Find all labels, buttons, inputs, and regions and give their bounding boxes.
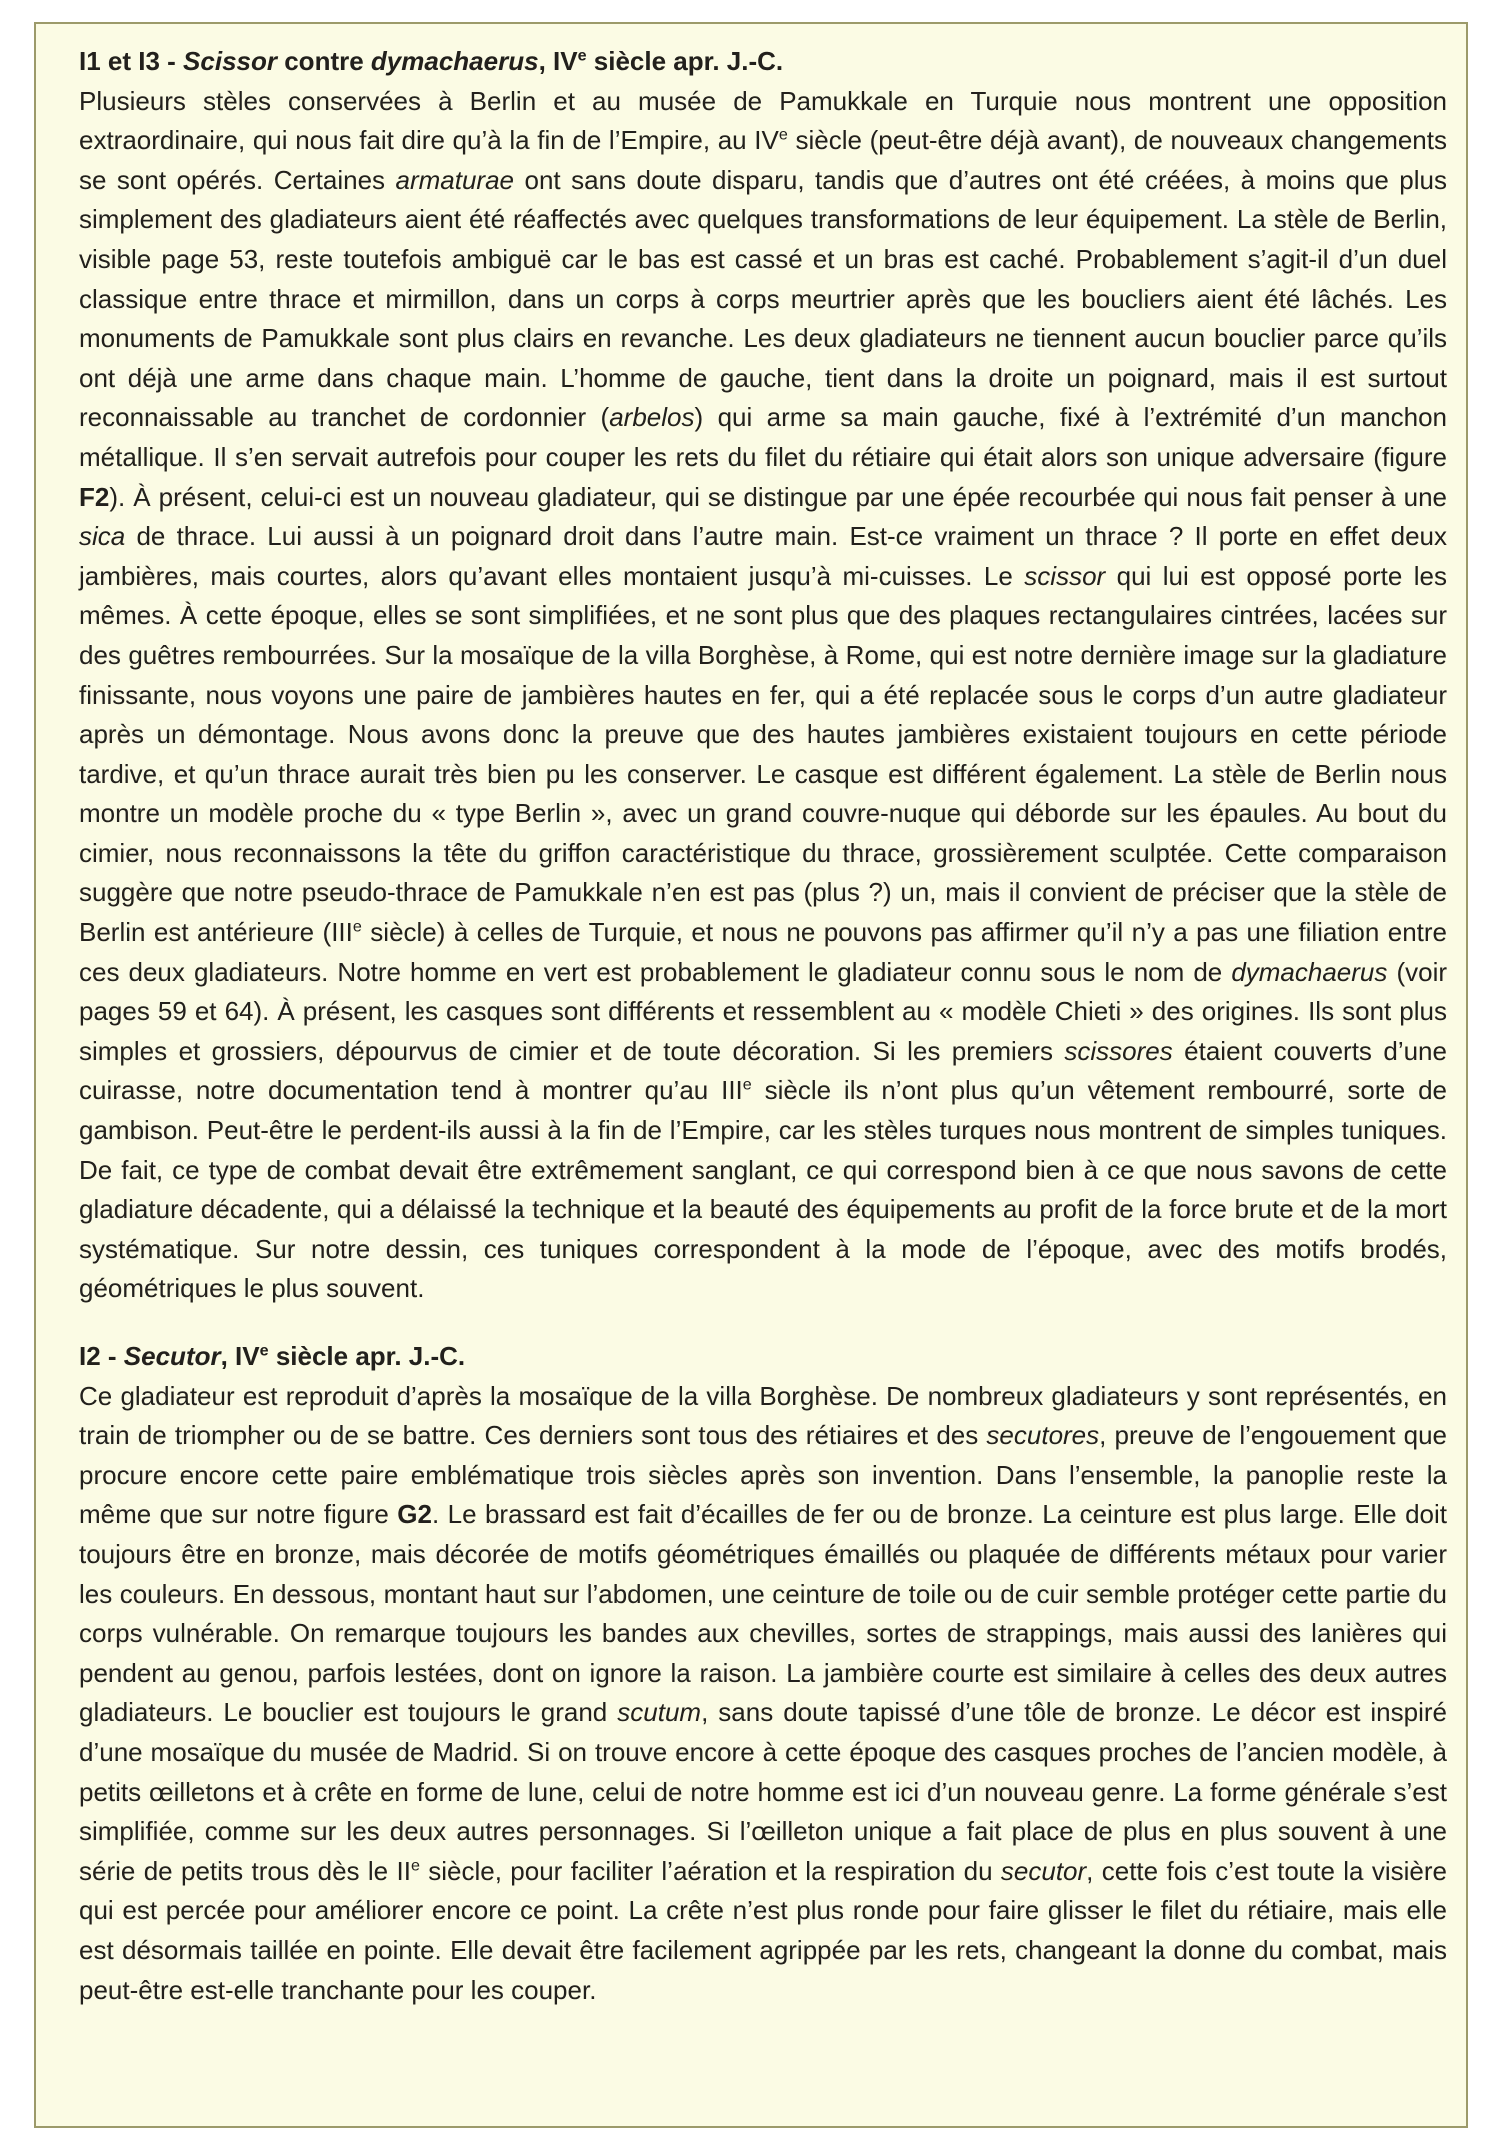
text-run: Plusieurs stèles conservées à Berlin et au musée de Pamukkale en Turquie nous montrent une opposition extraordinaire, qui nous fait dire qu’à la fin de l’Empire, au IV bbox=[79, 85, 1447, 156]
text-run: siècle (peut-être déjà avant), de nouveaux changements se sont opérés. Certaines bbox=[79, 125, 1447, 195]
italic-term: secutores bbox=[986, 1420, 1100, 1451]
text-run: siècle, pour faciliter l’aération et la respiration du bbox=[419, 1855, 1001, 1886]
superscript: e bbox=[352, 917, 362, 936]
section-paragraph bbox=[79, 1377, 1447, 2011]
heading-century: , IV bbox=[220, 1341, 260, 1371]
section-heading bbox=[79, 1337, 1447, 1377]
text-run: , cette fois c’est toute la visière qui est percée pour améliorer encore ce point. La crête n’est plus ronde pour faire glisser le filet du rétiaire, mais elle est désormais taillée en pointe. Elle devait être facilement agrippée par les rets, changeant la donne du combat, mais peut-être est-elle tranchante pour les couper. bbox=[79, 1855, 1447, 2005]
heading-title: Secutor bbox=[123, 1341, 221, 1371]
figure-ref: F2 bbox=[79, 481, 110, 512]
text-run: . Le brassard est fait d’écailles de fer ou de bronze. La ceinture est plus large. Elle doit toujours être en bronze, mais décorée de motifs géométriques émaillés ou plaquée de différents métaux pour varier les couleurs. En dessous, montant haut sur l’abdomen, une ceinture de toile ou de cuir semble protéger cette partie du corps vulnérable. On remarque toujours les bandes aux chevilles, sortes de strappings, mais aussi des lanières qui pendent au genou, parfois lestées, dont on ignore la raison. La jambière courte est similaire à celles des deux autres gladiateurs. Le bouclier est toujours le grand bbox=[79, 1499, 1447, 1728]
section-paragraph bbox=[79, 82, 1447, 1309]
section-scissor bbox=[79, 42, 1447, 1309]
heading-title: Scissor bbox=[183, 46, 277, 76]
heading-opponent: dymachaerus bbox=[370, 46, 539, 76]
section-secutor bbox=[79, 1337, 1447, 2010]
text-run: ont sans doute disparu, tandis que d’autres ont été créées, à moins que plus simplement des gladiateurs aient été réaffectés avec quelques transformations de leur équipement. La stèle de Berlin, visible page 53, reste toutefois ambiguë car le bas est cassé et un bras est caché. Probablement s’agit-il d’un duel classique entre thrace et mirmillon, dans un corps à corps meurtrier après que les boucliers aient été lâchés. Les monuments de Pamukkale sont plus clairs en revanche. Les deux gladiateurs ne tiennent aucun bouclier parce qu’ils ont déjà une arme dans chaque main. L’homme de gauche, tient dans la droite un poignard, mais il est surtout reconnaissable au tranchet de cordonnier ( bbox=[79, 164, 1448, 433]
italic-term: secutor bbox=[1000, 1855, 1087, 1886]
text-run: qui lui est opposé porte les mêmes. À cette époque, elles se sont simplifiées, et ne sont plus que des plaques rectangulaires cintrées, lacées sur des guêtres rembourrées. Sur la mosaïque de la villa Borghèse, à Rome, qui est notre dernière image sur la gladiature finissante, nous voyons une paire de jambières hautes en fer, qui a été replacée sous le corps d’un autre gladiateur après un démontage. Nous avons donc la preuve que des hautes jambières existaient toujours en cette période tardive, et qu’un thrace aurait très bien pu les conserver. Le casque est différent également. La stèle de Berlin nous montre un modèle proche du « type Berlin », avec un grand couvre-nuque qui déborde sur les épaules. Au bout du cimier, nous reconnaissons la tête du griffon caractéristique du thrace, grossièrement sculptée. Cette comparaison suggère que notre pseudo-thrace de Pamukkale n’en est pas (plus ?) un, mais il convient de préciser que la stèle de Berlin est antérieure (III bbox=[79, 560, 1447, 948]
superscript: e bbox=[742, 1075, 752, 1094]
text-run: siècle) à celles de Turquie, et nous ne pouvons pas affirmer qu’il n’y a pas une filiation entre ces deux gladiateurs. Notre homme en vert est probablement le gladiateur connu sous le nom de bbox=[79, 917, 1448, 987]
text-run: Ce gladiateur est reproduit d’après la mosaïque de la villa Borghèse. De nombreux gladiateurs y sont représentés, en train de triompher ou de se battre. Ces derniers sont tous des rétiaires et des bbox=[79, 1380, 1447, 1451]
italic-term: scissor bbox=[1024, 560, 1106, 591]
text-run: ). À présent, celui-ci est un nouveau gladiateur, qui se distingue par une épée recourbée qui nous fait penser à une bbox=[109, 481, 1447, 512]
heading-century-sup: e bbox=[259, 1341, 269, 1360]
heading-prefix: I1 et I3 - bbox=[79, 46, 184, 76]
text-run: , sans doute tapissé d’une tôle de bronze. Le décor est inspiré d’une mosaïque du musée de Madrid. Si on trouve encore à cette époque des casques proches de l’ancien modèle, à petits œilletons et à crête en forme de lune, celui de notre homme est ici d’un nouveau genre. La forme générale s’est simplifiée, comme sur les deux autres personnages. Si l’œilleton unique a fait place de plus en plus souvent à une série de petits trous dès le II bbox=[79, 1697, 1447, 1886]
italic-term: dymachaerus bbox=[1231, 956, 1388, 987]
heading-century: , IV bbox=[538, 46, 578, 76]
text-content bbox=[79, 42, 1447, 2010]
heading-century-sup: e bbox=[577, 46, 587, 65]
italic-term: scissores bbox=[1064, 1035, 1173, 1066]
italic-term: armaturae bbox=[395, 164, 515, 195]
text-run: siècle ils n’ont plus qu’un vêtement rembourré, sorte de gambison. Peut-être le perdent-ils aussi à la fin de l’Empire, car les stèles turques nous montrent de simples tuniques. De fait, ce type de combat devait être extrêmement sanglant, ce qui correspond bien à ce que nous savons de cette gladiature décadente, qui a délaissé la technique et la beauté des équipements au profit de la force brute et de la mort systématique. Sur notre dessin, ces tuniques correspondent à la mode de l’époque, avec des motifs brodés, géométriques le plus souvent. bbox=[79, 1075, 1447, 1304]
superscript: e bbox=[778, 125, 788, 144]
heading-date: siècle apr. J.-C. bbox=[268, 1341, 466, 1371]
heading-date: siècle apr. J.-C. bbox=[586, 46, 784, 76]
section-heading bbox=[79, 42, 1447, 82]
italic-term: arbelos bbox=[609, 402, 695, 433]
italic-term: sica bbox=[79, 521, 126, 552]
text-run: étaient couverts d’une cuirasse, notre documentation tend à montrer qu’au III bbox=[79, 1035, 1447, 1106]
italic-term: scutum bbox=[617, 1697, 702, 1728]
text-run: ) qui arme sa main gauche, fixé à l’extrémité d’un manchon métallique. Il s’en servait autrefois pour couper les rets du filet du rétiaire qui était alors son unique adversaire (figure bbox=[79, 402, 1447, 472]
heading-prefix: I2 - bbox=[79, 1341, 124, 1371]
superscript: e bbox=[410, 1856, 420, 1875]
text-run: , preuve de l’engouement que procure encore cette paire emblématique trois siècles après son invention. Dans l’ensemble, la panoplie reste la même que sur notre figure bbox=[79, 1420, 1447, 1530]
figure-ref: G2 bbox=[397, 1499, 432, 1530]
heading-middle: contre bbox=[277, 46, 371, 76]
text-run: de thrace. Lui aussi à un poignard droit dans l’autre main. Est-ce vraiment un thrace ? Il porte en effet deux jambières, mais courtes, alors qu’avant elles montaient jusqu’à mi-cuisses. Le bbox=[79, 521, 1447, 591]
text-run: (voir pages 59 et 64). À présent, les casques sont différents et ressemblent au « modèle Chieti » des origines. Ils sont plus simples et grossiers, dépourvus de cimier et de toute décoration. Si les premiers bbox=[79, 956, 1447, 1066]
